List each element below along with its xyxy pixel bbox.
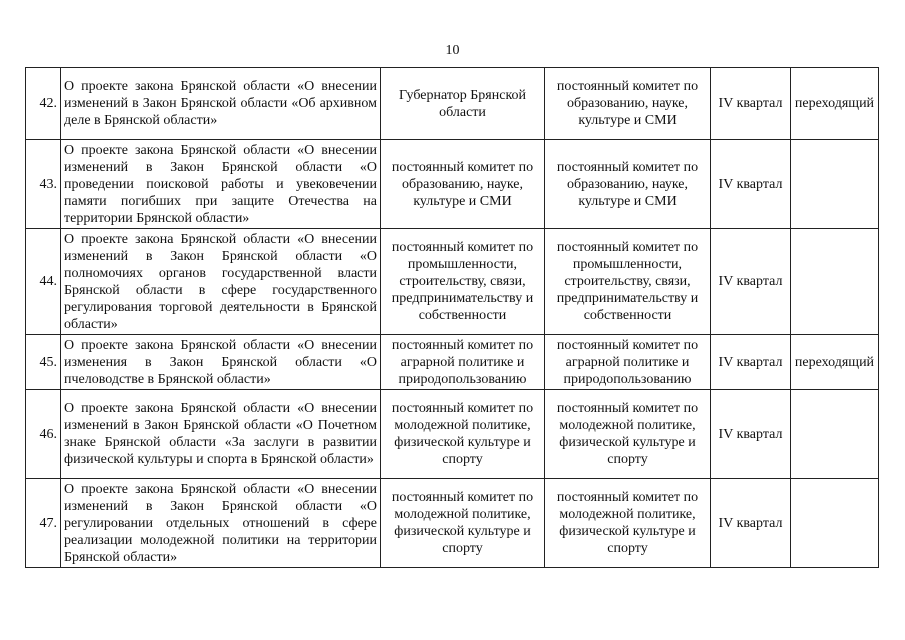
- responsible-committee-cell: постоянный комитет по молодежной политике, физической культуре и спорту: [545, 390, 711, 479]
- initiator-cell: постоянный комитет по промышленности, строительству, связи, предпринимательству и собственности: [381, 229, 545, 335]
- term-cell: IV квартал: [711, 229, 791, 335]
- note-cell: [791, 479, 879, 568]
- initiator-cell: Губернатор Брянской области: [381, 68, 545, 140]
- row-number: 43.: [26, 140, 61, 229]
- bill-title: О проекте закона Брянской области «О внесении изменений в Закон Брянской области «Об архивном деле в Брянской области»: [61, 68, 381, 140]
- legislative-plan-table: [25, 67, 879, 568]
- bill-title: О проекте закона Брянской области «О внесении изменений в Закон Брянской области «О регулировании отдельных отношений в сфере реализации молодежной политики на территории Брянской области»: [61, 479, 381, 568]
- note-cell: [791, 229, 879, 335]
- note-cell: переходящий: [791, 68, 879, 140]
- initiator-cell: постоянный комитет по молодежной политике, физической культуре и спорту: [381, 390, 545, 479]
- responsible-committee-cell: постоянный комитет по молодежной политике, физической культуре и спорту: [545, 479, 711, 568]
- page-number: 10: [445, 43, 460, 58]
- row-number: 44.: [26, 229, 61, 335]
- responsible-committee-cell: постоянный комитет по промышленности, строительству, связи, предпринимательству и собственности: [545, 229, 711, 335]
- initiator-cell: постоянный комитет по аграрной политике и природопользованию: [381, 335, 545, 390]
- table-row: [26, 140, 879, 229]
- table-row: [26, 479, 879, 568]
- table-row: [26, 390, 879, 479]
- term-cell: IV квартал: [711, 479, 791, 568]
- responsible-committee-cell: постоянный комитет по аграрной политике и природопользованию: [545, 335, 711, 390]
- row-number: 45.: [26, 335, 61, 390]
- bill-title: О проекте закона Брянской области «О внесении изменений в Закон Брянской области «О полномочиях органов государственной власти Брянской области в сфере государственного регулирования торговой деятельности в Брянской области»: [61, 229, 381, 335]
- table-row: [26, 229, 879, 335]
- table-row: [26, 68, 879, 140]
- term-cell: IV квартал: [711, 140, 791, 229]
- term-cell: IV квартал: [711, 68, 791, 140]
- row-number: 47.: [26, 479, 61, 568]
- bill-title: О проекте закона Брянской области «О внесении изменений в Закон Брянской области «О проведении поисковой работы и увековечении памяти погибших при защите Отечества на территории Брянской области»: [61, 140, 381, 229]
- term-cell: IV квартал: [711, 335, 791, 390]
- row-number: 46.: [26, 390, 61, 479]
- bill-title: О проекте закона Брянской области «О внесении изменений в Закон Брянской области «О Почетном знаке Брянской области «За заслуги в развитии физической культуры и спорта в Брянской области»: [61, 390, 381, 479]
- row-number: 42.: [26, 68, 61, 140]
- responsible-committee-cell: постоянный комитет по образованию, науке, культуре и СМИ: [545, 68, 711, 140]
- responsible-committee-cell: постоянный комитет по образованию, науке, культуре и СМИ: [545, 140, 711, 229]
- note-cell: переходящий: [791, 335, 879, 390]
- initiator-cell: постоянный комитет по молодежной политике, физической культуре и спорту: [381, 479, 545, 568]
- table-row: [26, 335, 879, 390]
- term-cell: IV квартал: [711, 390, 791, 479]
- initiator-cell: постоянный комитет по образованию, науке, культуре и СМИ: [381, 140, 545, 229]
- note-cell: [791, 390, 879, 479]
- note-cell: [791, 140, 879, 229]
- bill-title: О проекте закона Брянской области «О внесении изменения в Закон Брянской области «О пчеловодстве в Брянской области»: [61, 335, 381, 390]
